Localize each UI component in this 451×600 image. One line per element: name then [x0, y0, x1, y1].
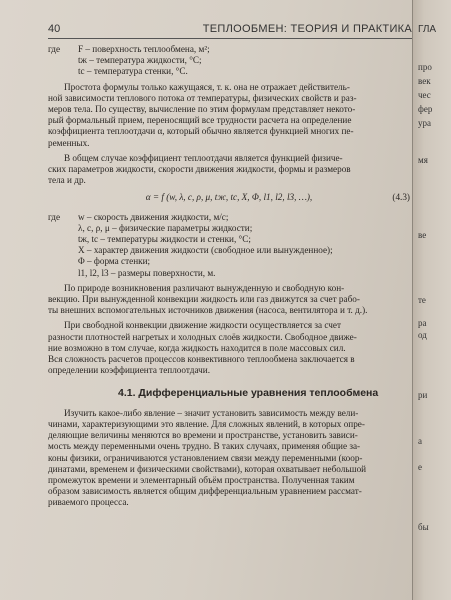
text-line: рый формальный прием, переносящий все трудности расчета на определение [48, 115, 352, 126]
margin-fragment: бы [418, 522, 429, 532]
text-line: При свободной конвекции движение жидкости осуществляется за счет [64, 320, 341, 331]
paragraph-formula-simplicity [48, 82, 410, 149]
paragraph-convection-types [48, 283, 410, 317]
text-line: риваемого процесса. [48, 497, 129, 508]
page-header [48, 20, 412, 39]
facing-page-edge [412, 0, 451, 600]
paragraph-free-convection [48, 320, 410, 376]
text-line: деляющие величины меняются во времени и пространстве, установить зависи- [48, 430, 358, 441]
text-line: ние возможно в том случае, когда жидкость находится в поле массовых сил. [48, 342, 346, 353]
definition-line: l1, l2, l3 – размеры поверхности, м. [78, 267, 216, 278]
equation-4-3 [48, 186, 410, 211]
definitions-area-perimeter [48, 44, 410, 78]
margin-fragment: ура [418, 118, 431, 128]
text-line: разности плотностей нагретых и холодных слоёв жидкости. Свободное движе- [48, 331, 357, 342]
definition-line: где F – поверхность теплообмена, м²; [48, 44, 210, 54]
definition-line: Φ – форма стенки; [78, 256, 151, 267]
margin-fragment: ри [418, 390, 428, 400]
margin-fragment: мя [418, 155, 428, 165]
definition-line: tж, tc – температуры жидкости и стенки, °C; [78, 234, 251, 245]
running-head: ТЕПЛООБМЕН: ТЕОРИЯ И ПРАКТИКА [202, 23, 412, 35]
text-line: Простота формулы только кажущаяся, т. к. она не отражает действитель- [64, 81, 350, 92]
text-line: образом зависимость является общим дифференциальным уравнением рассмат- [48, 486, 362, 497]
margin-fragment: ве [418, 230, 427, 240]
text-line: Изучить какое-либо явление – значит установить зависимость между вели- [64, 407, 359, 418]
text-line: чинами, характеризующими это явление. Для сложных явлений, в которых опре- [48, 418, 365, 429]
text-line: тела и др. [48, 175, 86, 186]
margin-fragment: од [418, 330, 427, 340]
paragraph-study-phenomenon [48, 408, 410, 509]
margin-fragment: век [418, 76, 431, 86]
page-number: 40 [48, 23, 61, 35]
text-line: динатами, временем и физическими свойствами), которая охватывает небольшой [48, 463, 367, 474]
definitions-variables [48, 212, 410, 279]
margin-fragment: фер [418, 104, 433, 114]
margin-fragment: ГЛА [418, 24, 437, 35]
paragraph-general-case [48, 153, 410, 187]
margin-fragment: а [418, 436, 422, 446]
text-line: В общем случае коэффициент теплоотдачи является функцией физиче- [64, 152, 343, 163]
definition-line: tж – температура жидкости, °C; [78, 55, 202, 66]
text-line: ной зависимости теплового потока от температуры, физических свойств и раз- [48, 92, 357, 103]
text-line: Вся сложность расчетов процессов конвективного теплообмена заключается в [48, 354, 355, 365]
text-line: коны физики, ограничиваются установлением связи между переменными (коор- [48, 452, 363, 463]
margin-fragment: те [418, 295, 426, 305]
margin-fragment: е [418, 462, 422, 472]
margin-fragment: чес [418, 90, 431, 100]
text-line: ских параметров жидкости, скорости движения жидкости, формы и размеров [48, 164, 351, 175]
text-line: ты внешних вспомогательных источников движения (насоса, вентилятора и т. д.). [48, 305, 368, 316]
margin-fragment: про [418, 62, 432, 72]
text-line: мость между переменными очень трудно. В таких случаях, применяя общие за- [48, 441, 361, 452]
margin-fragment: ра [418, 318, 427, 328]
equation-text: α = f (w, λ, c, ρ, μ, tж, tc, X, Φ, l1, l2, l3, …), [145, 192, 313, 203]
section-heading: 4.1. Дифференциальные уравнения теплообмена [118, 387, 379, 400]
text-line: ременных. [48, 137, 90, 148]
definition-line: X – характер движения жидкости (свободное или вынужденное); [78, 245, 333, 256]
definition-line: λ, c, ρ, μ – физические параметры жидкости; [78, 222, 253, 233]
text-line: коэффициента теплоотдачи α, который обычно является функцией многих пе- [48, 126, 354, 137]
definition-line: tc – температура стенки, °C. [78, 66, 188, 77]
page-content [48, 44, 410, 509]
text-line: По природе возникновения различают вынужденную и свободную кон- [64, 282, 345, 293]
text-line: промежуток времени и элементарный объём пространства. Полученная таким [48, 474, 355, 485]
text-line: меров тела. По существу, вычисление по этим формулам представляет некото- [48, 104, 356, 115]
text-line: векцию. При вынужденной конвекции жидкость или газ движутся за счет рабо- [48, 294, 360, 305]
equation-number: (4.3) [392, 192, 410, 203]
definition-line: где w – скорость движения жидкости, м/с; [48, 211, 229, 222]
text-line: определении коэффициента теплоотдачи. [48, 365, 210, 376]
